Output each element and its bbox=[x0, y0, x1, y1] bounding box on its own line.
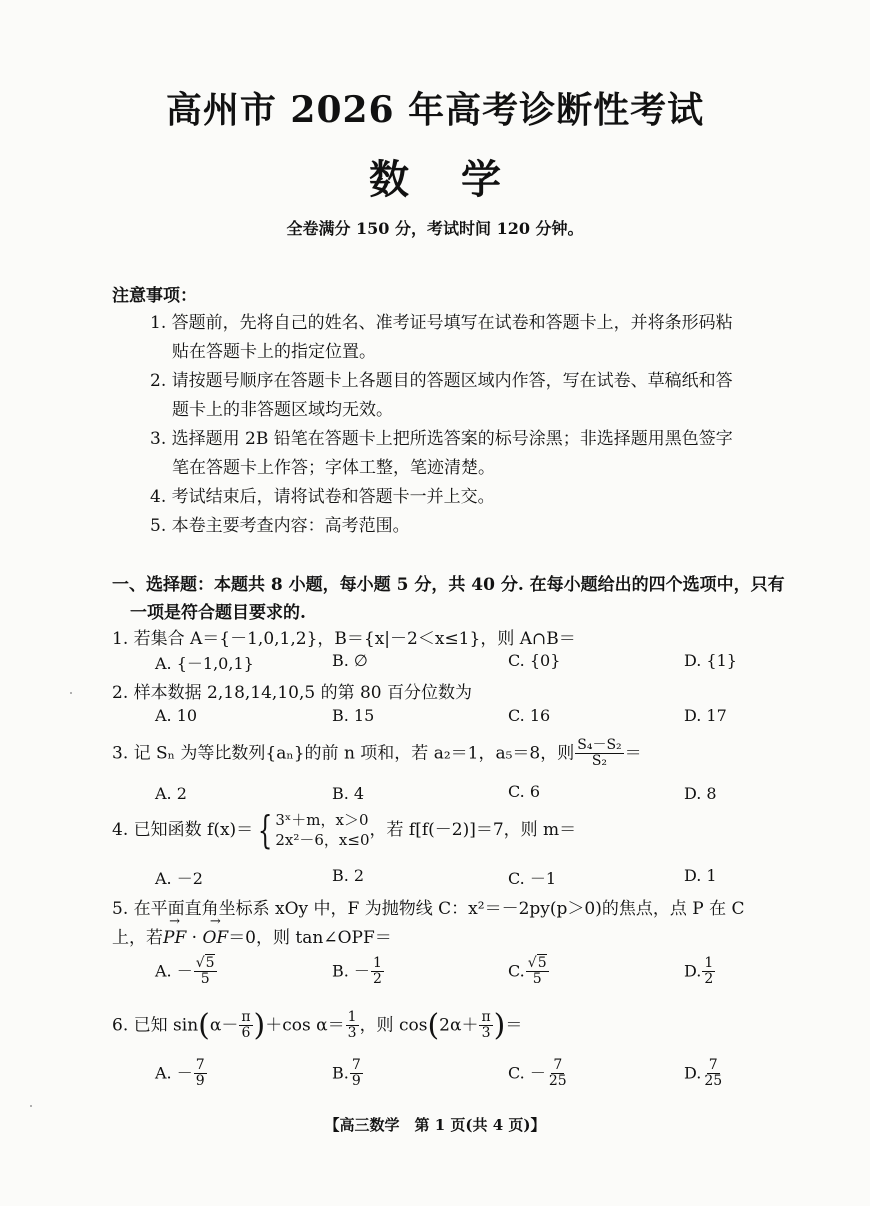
q1-option-b: B. ∅ bbox=[332, 651, 368, 670]
q5-a-frac bbox=[194, 956, 217, 988]
q6-b-frac bbox=[350, 1058, 363, 1090]
notice-line: 2. 请按题号顺序在答题卡上各题目的答题区域内作答，写在试卷、草稿纸和答 bbox=[150, 371, 733, 391]
q1-option-a: A. {－1,0,1} bbox=[155, 654, 254, 673]
notice-line: 5. 本卷主要考查内容：高考范围。 bbox=[150, 516, 410, 536]
notice-heading: 注意事项： bbox=[112, 286, 197, 306]
q6-three: 3 bbox=[347, 1025, 357, 1042]
q4-stem-end: ，若 f[f(－2)]＝7，则 m＝ bbox=[369, 819, 577, 840]
q5-line2-post: ＝0，则 tan∠OPF＝ bbox=[228, 928, 392, 948]
q4-option-d: D. 1 bbox=[684, 866, 717, 885]
q6-c-frac bbox=[547, 1058, 569, 1090]
q5-a-num: √5 bbox=[195, 955, 215, 971]
q6-b-label: B. bbox=[332, 1063, 349, 1083]
q6-a-den: 9 bbox=[195, 1073, 205, 1090]
q6-pi-over-3 bbox=[479, 1010, 492, 1042]
question-5-line2 bbox=[112, 923, 392, 948]
q3-option-b: B. 4 bbox=[332, 784, 365, 803]
q6-pi-2: π bbox=[481, 1009, 491, 1025]
exam-title: 高州市 2026 年高考诊断性考试 bbox=[165, 89, 705, 131]
q5-option-b bbox=[332, 956, 385, 988]
q6-paren-open: ( bbox=[198, 1007, 210, 1043]
q6-d-num: 7 bbox=[708, 1057, 718, 1073]
q4-option-a: A. －2 bbox=[155, 869, 203, 888]
vector-of: → OF bbox=[202, 928, 228, 948]
q6-six: 6 bbox=[241, 1025, 251, 1042]
q5-option-d bbox=[684, 956, 716, 988]
notice-line: 4. 考试结束后，请将试卷和答题卡一并上交。 bbox=[150, 487, 495, 507]
q5-c-frac bbox=[526, 956, 549, 988]
q5-d-num: 1 bbox=[704, 955, 714, 971]
q5-line2-pre: 上，若 bbox=[112, 928, 163, 948]
q2-option-b: B. 15 bbox=[332, 706, 375, 725]
q3-stem-end: ＝ bbox=[624, 743, 642, 764]
question-4-stem bbox=[112, 810, 576, 851]
q2-option-a: A. 10 bbox=[155, 706, 198, 725]
q6-d-frac bbox=[702, 1058, 724, 1090]
q5-c-num: √5 bbox=[527, 955, 547, 971]
q6-paren-close: ) bbox=[253, 1007, 266, 1043]
page-footer: 【高三数学 第 1 页(共 4 页)】 bbox=[324, 1116, 546, 1134]
q6-arg2: 2α＋ bbox=[439, 1015, 479, 1036]
case-2: 2x²－6，x≤0 bbox=[275, 831, 370, 850]
q6-one: 1 bbox=[347, 1009, 357, 1025]
notice-line: 贴在答题卡上的指定位置。 bbox=[172, 342, 376, 362]
q6-mid: ＋cos α＝ bbox=[265, 1015, 345, 1036]
piecewise-brace: { bbox=[258, 808, 273, 853]
q6-pre: 6. 已知 sin bbox=[112, 1015, 199, 1036]
q6-b-num: 7 bbox=[351, 1057, 361, 1073]
q6-mid2: ，则 cos bbox=[359, 1015, 428, 1036]
q3-option-a: A. 2 bbox=[155, 784, 187, 803]
q5-b-label: B. － bbox=[332, 961, 370, 981]
subject-title: 数学 bbox=[369, 156, 553, 203]
q3-option-c: C. 6 bbox=[508, 782, 541, 801]
scan-speck bbox=[70, 692, 72, 694]
q4-option-c: C. －1 bbox=[508, 869, 557, 888]
q6-three-2: 3 bbox=[481, 1025, 491, 1042]
q5-d-frac bbox=[702, 956, 715, 988]
question-5-line1: 5. 在平面直角坐标系 xOy 中，F 为抛物线 C：x²＝－2py(p＞0)的焦点，点 P 在 C bbox=[112, 899, 745, 919]
case-1: 3ˣ＋m，x＞0 bbox=[275, 811, 369, 829]
section-heading: 一、选择题：本题共 8 小题，每小题 5 分，共 40 分. 在每小题给出的四个选项中，只有 bbox=[112, 575, 785, 595]
q6-pi-over-6 bbox=[239, 1010, 252, 1042]
q5-b-frac bbox=[371, 956, 384, 988]
question-3-stem bbox=[112, 738, 642, 770]
q6-option-d bbox=[684, 1058, 725, 1090]
notice-line: 1. 答题前，先将自己的姓名、准考证号填写在试卷和答题卡上，并将条形码粘 bbox=[150, 313, 733, 333]
q6-c-den: 25 bbox=[548, 1073, 567, 1090]
q6-option-b bbox=[332, 1058, 364, 1090]
question-1-stem: 1. 若集合 A＝{－1,0,1,2}，B＝{x|－2＜x≤1}，则 A∩B＝ bbox=[112, 629, 576, 649]
notice-line: 3. 选择题用 2B 铅笔在答题卡上把所选答案的标号涂黑；非选择题用黑色签字 bbox=[150, 429, 733, 449]
q6-post: ＝ bbox=[505, 1015, 523, 1036]
q5-c-label: C. bbox=[508, 961, 525, 981]
q3-fraction bbox=[575, 738, 623, 770]
q4-stem-text: 4. 已知函数 f(x)＝ bbox=[112, 819, 254, 840]
q5-option-a bbox=[155, 956, 218, 988]
q6-c-label: C. － bbox=[508, 1063, 546, 1083]
q1-option-c: C. {0} bbox=[508, 651, 561, 670]
q5-b-num: 1 bbox=[372, 955, 382, 971]
q2-option-c: C. 16 bbox=[508, 706, 551, 725]
q6-a-label: A. － bbox=[155, 1063, 193, 1083]
q5-a-den: 5 bbox=[200, 971, 210, 988]
q5-c-den: 5 bbox=[532, 971, 542, 988]
q5-a-radicand: 5 bbox=[205, 955, 215, 971]
question-2-stem: 2. 样本数据 2,18,14,10,5 的第 80 百分位数为 bbox=[112, 683, 473, 703]
q5-d-label: D. bbox=[684, 961, 702, 981]
question-6-stem bbox=[112, 1007, 523, 1043]
q2-option-d: D. 17 bbox=[684, 706, 727, 725]
piecewise-cases bbox=[275, 810, 369, 851]
notice-line: 题卡上的非答题区域均无效。 bbox=[172, 400, 393, 420]
q5-dot: · bbox=[186, 928, 203, 948]
q5-a-label: A. － bbox=[155, 961, 193, 981]
q5-option-c bbox=[508, 956, 550, 988]
q6-b-den: 9 bbox=[351, 1073, 361, 1090]
section-heading-cont: 一项是符合题目要求的. bbox=[130, 603, 306, 623]
q3-stem-text: 3. 记 Sₙ 为等比数列{aₙ}的前 n 项和，若 a₂＝1，a₅＝8，则 bbox=[112, 743, 575, 764]
q6-pi: π bbox=[241, 1009, 251, 1025]
q5-b-den: 2 bbox=[372, 971, 382, 988]
scan-speck bbox=[30, 1105, 32, 1107]
q6-a-num: 7 bbox=[195, 1057, 205, 1073]
q6-option-a bbox=[155, 1058, 208, 1090]
q3-frac-num: S₄－S₂ bbox=[577, 737, 622, 753]
vector-pf: → PF bbox=[163, 928, 186, 948]
q3-option-d: D. 8 bbox=[684, 784, 717, 803]
q1-option-d: D. {1} bbox=[684, 651, 737, 670]
q6-d-label: D. bbox=[684, 1063, 702, 1083]
q5-d-den: 2 bbox=[704, 971, 714, 988]
score-time-line: 全卷满分 150 分，考试时间 120 分钟。 bbox=[286, 219, 584, 238]
q6-one-third bbox=[346, 1010, 359, 1042]
q5-c-radicand: 5 bbox=[537, 955, 547, 971]
q6-arg1: α－ bbox=[209, 1015, 239, 1036]
q6-paren2-open: ( bbox=[427, 1007, 440, 1043]
q4-option-b: B. 2 bbox=[332, 866, 365, 885]
q6-c-num: 7 bbox=[553, 1057, 563, 1073]
notice-line: 笔在答题卡上作答；字体工整，笔迹清楚。 bbox=[172, 458, 495, 478]
q6-d-den: 25 bbox=[704, 1073, 723, 1090]
q6-option-c bbox=[508, 1058, 570, 1090]
q6-paren2-close: ) bbox=[493, 1007, 506, 1043]
q3-frac-den: S₂ bbox=[591, 753, 608, 770]
q6-a-frac bbox=[194, 1058, 207, 1090]
